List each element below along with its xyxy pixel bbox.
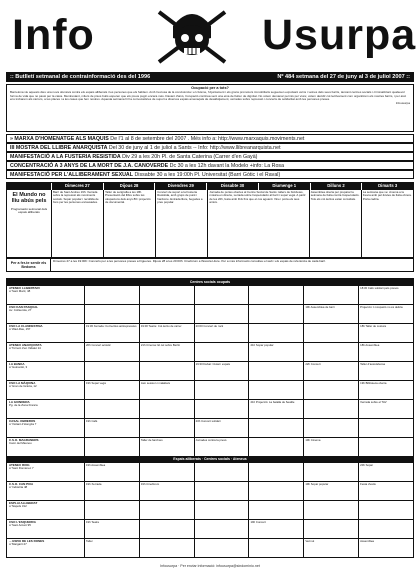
space-name-cell <box>7 419 85 437</box>
space-name-cell <box>7 520 85 538</box>
table-row <box>7 304 413 323</box>
space-name-cell <box>7 400 85 418</box>
space-name: ... ESPAI DE LES DONES <box>9 539 45 543</box>
day-header: Dimarts 3 <box>361 183 413 190</box>
event-cell <box>249 419 304 437</box>
event-cell: 19h Assemblea de barri <box>304 305 359 323</box>
event-cell <box>195 539 250 557</box>
event-cell <box>195 482 250 500</box>
event-cell <box>85 362 140 380</box>
announcement: III MOSTRA DEL LLIBRE ANARQUISTA Del 30 de juny al 1 de juliol a Sants -- Info: http://www.llibreanarquista.net <box>6 143 414 152</box>
table-row <box>7 418 413 437</box>
event-cell: Taller d'autodefensa <box>360 362 386 366</box>
event-cell: 19h Xerrada <box>85 482 140 500</box>
space-address: c/ Margarit 27 <box>9 542 27 547</box>
table-row <box>7 538 413 557</box>
invite-strip <box>6 258 414 272</box>
space-address: c/ Violant d'Hongria 7 <box>9 422 37 427</box>
day-header: Dilluns 2 <box>310 183 362 190</box>
table-row <box>7 437 413 456</box>
event-cell <box>359 438 413 456</box>
event-cell: 21h Cinema: El cel sobre Berlín <box>140 343 195 361</box>
space-name: ATENEU ROIG <box>9 463 30 467</box>
event-cell: 21h Projecció: La batalla de Seattle <box>249 400 304 418</box>
event-cell: 20:00 Concert de rock <box>195 324 250 342</box>
space-address: c/ Sant Domènec 7 <box>9 466 34 471</box>
event-cell <box>195 501 250 519</box>
space-name-cell <box>7 305 85 323</box>
table-row <box>7 519 413 538</box>
agenda-cell: Taller de serigrafia a les 18h. Presentació del llibre sobre les okupacions dels anys 80 i projecció de documental. <box>103 190 155 257</box>
grid-section-header: Espais alliberats · Centres socials · Ateneus <box>7 456 413 462</box>
event-cell <box>304 324 359 342</box>
space-name-cell <box>7 286 85 304</box>
day-header: Diumenge 1 <box>258 183 310 190</box>
event-cell: Taller <box>85 539 140 557</box>
event-cell: 19h Concert <box>249 520 304 538</box>
event-cell: Festa d'estiu <box>360 482 376 486</box>
masthead <box>6 4 417 66</box>
table-row <box>7 285 413 304</box>
event-cell: Taller de fanzines <box>140 438 195 456</box>
event-cell <box>304 419 359 437</box>
event-cell <box>140 362 195 380</box>
event-cell: 20h Sopar <box>360 463 374 467</box>
space-name: ATENEU LLIBERTARI <box>9 286 40 290</box>
event-cell <box>140 286 195 304</box>
table-row <box>7 500 413 519</box>
event-cell: 19h Cinema <box>304 438 359 456</box>
event-cell <box>359 520 413 538</box>
masthead-title-left: Info <box>12 11 95 59</box>
announcement: CONCENTRACIÓ A 3 ANYS DE LA MORT DE J.A. CANOVERDE Dc 30 a les 12h davant la Modelo +info: La Rosa <box>6 161 414 170</box>
event-cell: 19h Sopar popular <box>304 482 359 500</box>
space-address: c/ Sant Martí, 48 <box>9 289 31 294</box>
weekly-agenda-header <box>7 183 413 190</box>
event-cell: 19h Sopar vegà <box>85 381 140 399</box>
day-header: Dimecres 27 <box>51 183 103 190</box>
space-name: CSO LA CLANDESTINA <box>9 324 43 328</box>
event-cell <box>249 305 304 323</box>
event-cell <box>85 400 140 418</box>
event-cell: 19:30 Xerrada: Col·lectius antirepressius <box>85 324 140 342</box>
event-cell <box>195 286 250 304</box>
space-address: c/ Guinardó, 3 <box>9 365 28 370</box>
event-cell <box>195 305 250 323</box>
space-address: Pg. de la Zona Franca <box>9 403 38 408</box>
event-cell <box>249 539 304 557</box>
event-cell: 19:30 Debat: Ciutat i espais <box>195 362 250 380</box>
event-cell: Jornades contra la presó <box>195 438 250 456</box>
event-cell: 18h Assemblea <box>360 343 380 347</box>
table-row <box>7 399 413 418</box>
event-cell: Assemblea <box>360 539 374 543</box>
issue-number: Nº 484 setmana del 27 de juny al 3 de juliol 2007 :: <box>277 74 410 80</box>
event-cell: 20h Concert acústic <box>85 343 140 361</box>
event-cell: 19h Cinefòrum <box>140 482 195 500</box>
event-cell <box>304 343 359 361</box>
event-cell <box>85 305 140 323</box>
event-cell <box>249 286 304 304</box>
event-cell <box>249 482 304 500</box>
day-header: Dijous 28 <box>103 183 155 190</box>
space-address: c/ Torrent d'en Vidalet 14 <box>9 346 41 351</box>
invite-label: Per a fer-te sentir els Bedoms <box>7 259 51 271</box>
event-cell: 19h Cafè <box>85 419 140 437</box>
event-cell <box>249 438 304 456</box>
day-header: Dissabte 30 <box>206 183 258 190</box>
editorial-title: Ocupació per a tots? <box>191 86 229 90</box>
event-cell <box>304 520 359 538</box>
footer-note: Infousurpa · Per enviar informació: infousurpa@sindominio.net <box>160 564 260 568</box>
space-name-cell <box>7 343 85 361</box>
space-address: Camí del Masnou <box>9 441 32 446</box>
space-name-cell <box>7 539 85 557</box>
table-row <box>7 361 413 380</box>
space-name: CSO LA MÀQUINA <box>9 381 36 385</box>
space-name-cell <box>7 362 85 380</box>
table-row <box>7 380 413 399</box>
space-name: C.S.O. MAGRANERS <box>9 438 39 442</box>
editorial-body: Barcelona viu aquests dies una nova ofensiva contra els espais alliberats i les persones que els habiten. Amb l'excusa de la convivència i el civisme, l'Ajuntament i els grans promotors immobiliaris segueixen expulsant veïns i veïnes dels seus barris, tancant centres socials i criminalitzant qualsevol forma de vida que no passi per la caixa. Mentrestant, milers de pisos buits esperen que els preus pugin encara més. Davant d'això, l'ocupació continua sent una eina de lluita i de dignitat. No volem demanar permís per viure; volem decidir col·lectivament com organitzem els nostres barris, i per això ens trobarem als carrers, a les places i a les cases que fem nostres. Aquesta setmana hi ha convocatòries de suport a diversos espais amenaçats de desallotjament, xerrades sobre repressió i concerts de solidaritat amb les persones preses. <box>10 90 407 102</box>
space-name: CSO KAN PASQUAL <box>9 305 39 309</box>
issue-bar <box>6 72 414 82</box>
event-cell: Jam session i malabars <box>140 381 195 399</box>
space-name-cell <box>7 482 85 500</box>
event-cell <box>304 400 359 418</box>
event-cell: 18:30 Cafè solidari pels presos <box>360 286 399 290</box>
agenda-cell: Assemblea oberta per preparar la setmana de lluita contra l'especulació. Tots els col·lectius estan convidats. <box>309 190 361 257</box>
event-cell <box>140 520 195 538</box>
editorial-signoff: Infousurpa <box>395 100 410 105</box>
space-address: c/ Gran de Gràcia, 12 <box>9 384 37 389</box>
event-cell: 19h Teatre <box>85 520 140 538</box>
announcement: » MARXA D'HOMENATGE ALS MAQUIS De l'1 al 8 de setembre del 2007 . Més info a: http://www.marxaquis.moviments.net <box>6 134 414 143</box>
event-cell: 22h Concert <box>304 362 359 380</box>
space-address: c/ Wad-Ras, 157 <box>9 327 31 332</box>
space-address: c/ Nàpols 312 <box>9 504 27 509</box>
event-cell <box>249 381 304 399</box>
agenda-side-label: El Mundo no lliu abús pels Programació setmanal dels espais alliberats <box>10 192 48 214</box>
event-cell <box>195 520 250 538</box>
event-cell <box>85 501 140 519</box>
event-cell <box>140 463 195 481</box>
event-cell: 19:00 Teatre: Col·lectiu de carrer <box>140 324 195 342</box>
editorial <box>6 84 414 132</box>
event-cell <box>140 501 195 519</box>
event-cell <box>85 286 140 304</box>
agenda-corner <box>7 183 51 190</box>
issue-tagline: :: Butlletí setmanal de contrainformació des del 1996 <box>10 74 151 80</box>
agenda-cell: Concert de suport a la Fusteria Resistida, amb grups de punk i hardcore. Entrada lliure, begudes a preu popular. <box>155 190 207 257</box>
space-name-cell <box>7 463 85 481</box>
announcement: MANIFESTACIÓ A LA FUSTERIA RESISTIDA Div 29 a les 20h Pl. de Santa Caterina (Carrer d'en Gayà) <box>6 152 414 161</box>
weekly-agenda-body <box>7 190 413 257</box>
space-address: c/ Sant Antoni 95 <box>9 523 31 528</box>
event-cell <box>195 463 250 481</box>
spaces-grid <box>6 278 414 558</box>
announcement: MANIFESTACIÓ PER L'ALLIBERAMENT SEXUAL Dissabte 30 a les 19:00h Pl. Universitat (Barri Gòtic i el Raval) <box>6 170 414 179</box>
event-cell: Vermut <box>304 539 359 557</box>
event-cell <box>140 400 195 418</box>
grid-section-header: Centres socials ocupats <box>7 279 413 285</box>
space-address: c/ Indústria 48 <box>9 485 28 490</box>
agenda-cell: La setmana que ve: cinema a la fresca amb pel·lícules de lluita obrera. Porta cadira. <box>361 190 413 257</box>
event-cell <box>359 501 413 519</box>
event-cell <box>359 419 413 437</box>
table-row <box>7 323 413 342</box>
event-cell <box>304 501 359 519</box>
event-cell <box>140 539 195 557</box>
event-cell <box>304 381 359 399</box>
event-cell <box>249 501 304 519</box>
event-cell <box>140 305 195 323</box>
skull-cross-icon <box>153 4 231 66</box>
event-cell: 19h Assemblea <box>85 463 140 481</box>
event-cell: 18h Taller de costura <box>360 324 387 328</box>
event-cell: 20h Concert solidari <box>195 419 250 437</box>
agenda-cell: Jornada de portes obertes al Centre Social de Sants: tallers de bicicletes, música en directe, xerrada sobre l'especulació al barri i sopar vegà. A partir de les 22h, festa amb DJs fins que el cos aguanti. Vine i porta els teus amics. <box>207 190 308 257</box>
event-cell <box>304 463 359 481</box>
event-cell <box>304 286 359 304</box>
space-name: CASAL OBREROS <box>9 419 36 423</box>
masthead-title-right: Usurpa <box>262 11 417 59</box>
space-name: LA BANKA <box>9 362 25 366</box>
event-cell <box>195 343 250 361</box>
table-row <box>7 342 413 361</box>
space-name: ATENEU ANARQUISTA <box>9 343 42 347</box>
weekly-agenda <box>6 182 414 258</box>
event-cell <box>249 324 304 342</box>
space-name-cell <box>7 324 85 342</box>
agenda-cell: Barri de Sant Andreu 19h: Xerrada sobre la repressió als moviments socials. Sopar popular i recollida de fons per les persones encausades. <box>51 190 103 257</box>
event-cell: Xerrada sobre el TAV <box>360 400 387 404</box>
space-address: Av. Collserola, 27 <box>9 308 32 313</box>
table-row <box>7 462 413 481</box>
event-cell <box>195 400 250 418</box>
event-cell <box>85 438 140 456</box>
space-name: LA GUINDERA <box>9 400 30 404</box>
event-cell <box>195 381 250 399</box>
space-name: ESPLAI ALLIBERAT <box>9 501 38 505</box>
event-cell: 19h Biblioteca oberta <box>360 381 387 385</box>
event-cell <box>249 362 304 380</box>
event-cell <box>140 419 195 437</box>
table-row <box>7 481 413 500</box>
event-cell: 21h Sopar popular <box>249 343 304 361</box>
space-name: C.S.O. CAN PIXA <box>9 482 34 486</box>
day-header: Divendres 29 <box>154 183 206 190</box>
space-name-cell <box>7 381 85 399</box>
space-name-cell <box>7 501 85 519</box>
invite-text: Dimecres 27 a les 19:00h: Concerts per a les persones preses a Figueres. Dijous 28 a les 20:00h: Cinefòrum a l'Escola Lliure. Per a més informació consulteu el web i els espais de referència de cada barri. <box>53 259 327 263</box>
space-name-cell <box>7 438 85 456</box>
event-cell: Projecció: L'ocupació no és delicte <box>360 305 403 309</box>
event-cell <box>249 463 304 481</box>
space-name: CSO L'ESQUERRA <box>9 520 36 524</box>
